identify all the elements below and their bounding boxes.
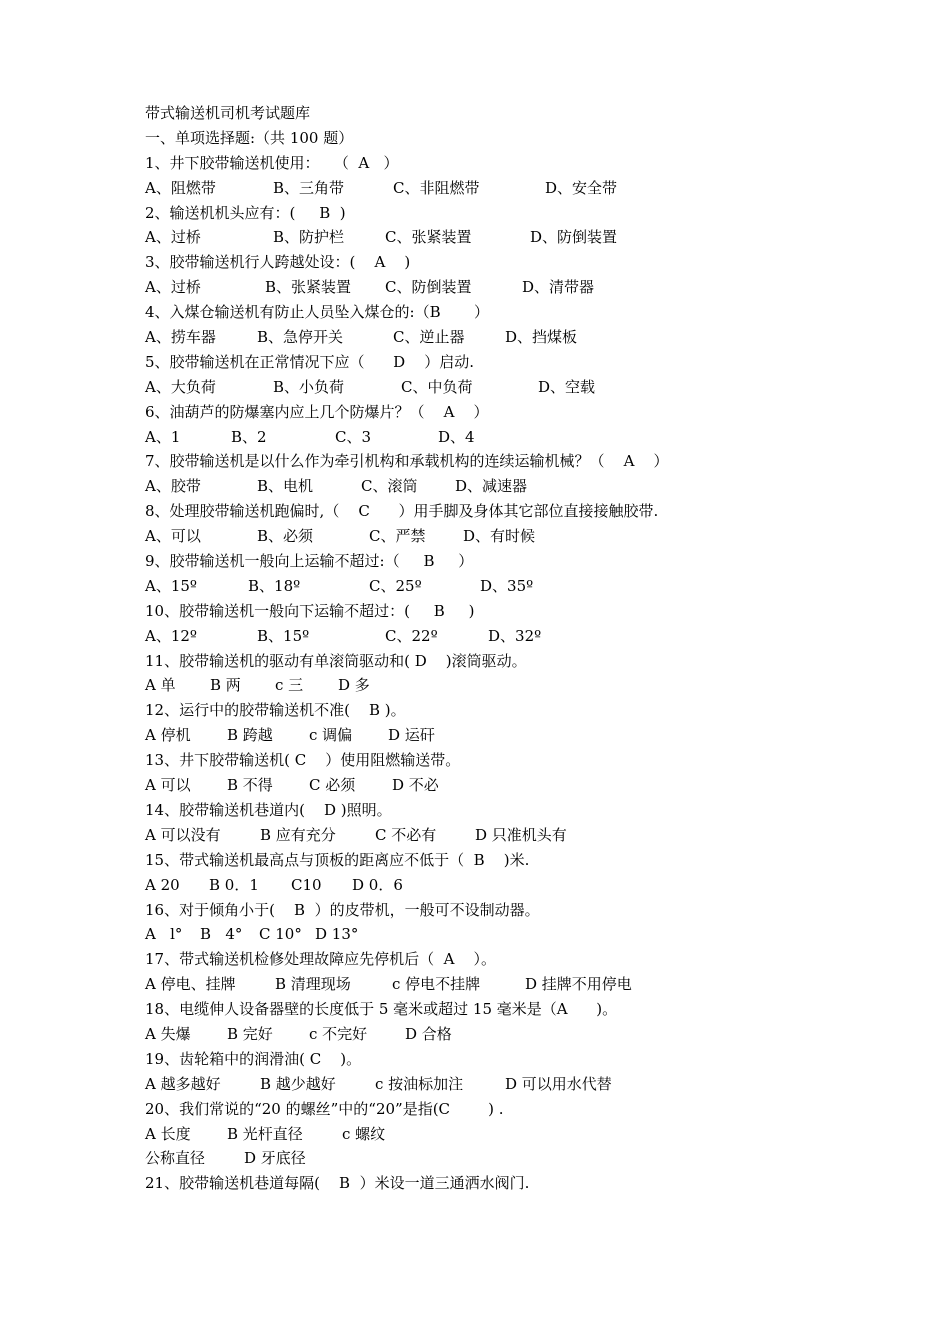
option-item: D、空载 bbox=[538, 377, 596, 396]
option-item: A 越多越好 bbox=[145, 1074, 221, 1093]
option-item: C、张紧装置 bbox=[385, 228, 472, 247]
option-item: C、22º bbox=[385, 626, 438, 645]
option-item: C、滚筒 bbox=[361, 477, 418, 496]
option-item: D、35º bbox=[480, 576, 534, 595]
options-line bbox=[145, 1072, 845, 1097]
question-line: 14、胶带输送机巷道内( D )照明。 bbox=[145, 800, 392, 819]
option-item: D 0．6 bbox=[352, 875, 403, 894]
option-item: B、2 bbox=[231, 427, 267, 446]
option-item: c 调偏 bbox=[309, 726, 353, 745]
option-item: B、防护栏 bbox=[273, 228, 345, 247]
option-item: D 牙底径 bbox=[244, 1149, 306, 1168]
options-line bbox=[145, 524, 845, 549]
option-item: B 0．1 bbox=[209, 875, 259, 894]
option-item: D、安全带 bbox=[545, 178, 618, 197]
question-line: 20、我们常说的“20 的螺丝”中的“20”是指(C ) . bbox=[145, 1099, 504, 1118]
question-line: 19、齿轮箱中的润滑油( C )。 bbox=[145, 1049, 362, 1068]
question-line: 5、胶带输送机在正常情况下应（ D ）启动. bbox=[145, 352, 475, 371]
option-item: D 不必 bbox=[392, 776, 439, 795]
section-heading: 一、单项选择题:（共 100 题） bbox=[145, 128, 354, 147]
option-item: c 三 bbox=[275, 676, 304, 695]
option-item: D 运矸 bbox=[388, 726, 435, 745]
option-item: B、小负荷 bbox=[273, 377, 345, 396]
option-item: A 停机 bbox=[145, 726, 191, 745]
question-line: 3、胶带输送机行人跨越处设：( A ) bbox=[145, 253, 411, 272]
question-line: 13、井下胶带输送机( C ）使用阻燃输送带。 bbox=[145, 751, 461, 770]
option-item: B、必须 bbox=[257, 527, 314, 546]
option-item: C、3 bbox=[335, 427, 372, 446]
options-line bbox=[145, 723, 845, 748]
option-item: D、挡煤板 bbox=[505, 328, 578, 347]
option-item: D 13° bbox=[315, 925, 359, 944]
options-line bbox=[145, 823, 845, 848]
option-item: B 两 bbox=[210, 676, 241, 695]
question-line: 18、电缆伸人设备器壁的长度低于 5 毫米或超过 15 毫米是（A )。 bbox=[145, 1000, 618, 1019]
options-line bbox=[145, 176, 845, 201]
options-line bbox=[145, 275, 845, 300]
question-line: 17、带式输送机检修处理故障应先停机后（ A ）。 bbox=[145, 950, 497, 969]
option-item: A、12º bbox=[145, 626, 197, 645]
option-item: A、胶带 bbox=[145, 477, 201, 496]
question-line: 8、处理胶带输送机跑偏时,（ C ）用手脚及身体其它部位直接接触胶带. bbox=[145, 502, 659, 521]
option-item: D 合格 bbox=[405, 1024, 452, 1043]
option-item: C、防倒装置 bbox=[385, 278, 472, 297]
options-line bbox=[145, 225, 845, 250]
document-title: 带式输送机司机考试题库 bbox=[145, 104, 311, 122]
option-item: B、张紧装置 bbox=[265, 278, 352, 297]
option-item: D 可以用水代替 bbox=[505, 1074, 612, 1093]
options-line bbox=[145, 922, 845, 947]
options-line bbox=[145, 972, 845, 997]
option-item: D、4 bbox=[438, 427, 475, 446]
options-line bbox=[145, 425, 845, 450]
option-item: D 挂牌不用停电 bbox=[525, 975, 632, 994]
options-line bbox=[145, 1146, 845, 1171]
option-item: A、阻燃带 bbox=[145, 178, 216, 197]
option-item: A 20 bbox=[145, 875, 180, 894]
option-item: B 4° bbox=[200, 925, 243, 944]
options-line bbox=[145, 325, 845, 350]
question-line: 21、胶带输送机巷道每隔( B ）米设一道三通洒水阀门. bbox=[145, 1174, 530, 1193]
question-line: 15、带式输送机最高点与顶板的距离应不低于（ B )米. bbox=[145, 850, 530, 869]
option-item: c 不完好 bbox=[309, 1024, 368, 1043]
option-item: B 光杆直径 bbox=[227, 1124, 303, 1143]
option-item: D 多 bbox=[338, 676, 370, 695]
options-line bbox=[145, 474, 845, 499]
option-item: C、逆止器 bbox=[393, 328, 465, 347]
question-line: 11、胶带输送机的驱动有单滚筒驱动和( D )滚筒驱动。 bbox=[145, 651, 527, 670]
option-item: B 清理现场 bbox=[275, 975, 351, 994]
option-item: A 可以 bbox=[145, 776, 191, 795]
option-item: C、25º bbox=[369, 576, 422, 595]
options-line bbox=[145, 873, 845, 898]
option-item: A、过桥 bbox=[145, 228, 201, 247]
option-item: D、防倒装置 bbox=[530, 228, 618, 247]
option-item: A 长度 bbox=[145, 1124, 191, 1143]
option-item: B、急停开关 bbox=[257, 328, 344, 347]
option-item: C、严禁 bbox=[369, 527, 426, 546]
option-item: A、过桥 bbox=[145, 278, 201, 297]
question-line: 6、油葫芦的防爆塞内应上几个防爆片？（ A ） bbox=[145, 402, 489, 421]
option-item: B 跨越 bbox=[227, 726, 273, 745]
option-item: B 完好 bbox=[227, 1024, 273, 1043]
question-line: 16、对于倾角小于( B ）的皮带机，一般可不设制动器。 bbox=[145, 900, 540, 919]
option-item: D、有时候 bbox=[463, 527, 536, 546]
option-item: B、三角带 bbox=[273, 178, 345, 197]
option-item: A、大负荷 bbox=[145, 377, 216, 396]
options-line bbox=[145, 375, 845, 400]
option-item: B 应有充分 bbox=[260, 825, 336, 844]
option-item: A、捞车器 bbox=[145, 328, 216, 347]
question-line: 1、井下胶带输送机使用： （ A ） bbox=[145, 153, 399, 172]
option-item: c 螺纹 bbox=[342, 1124, 386, 1143]
option-item: A、可以 bbox=[145, 527, 201, 546]
option-item: c 停电不挂牌 bbox=[392, 975, 481, 994]
question-list bbox=[145, 151, 845, 1196]
question-line: 12、运行中的胶带输送机不准( B )。 bbox=[145, 701, 406, 720]
option-item: C10 bbox=[291, 875, 322, 894]
question-line: 4、入煤仓输送机有防止人员坠入煤仓的:（B ） bbox=[145, 303, 489, 322]
option-item: A、1 bbox=[145, 427, 181, 446]
document-page bbox=[145, 101, 845, 1196]
option-item: A l° bbox=[145, 925, 183, 944]
option-item: D、32º bbox=[488, 626, 542, 645]
option-item: A 单 bbox=[145, 676, 176, 695]
question-line: 2、输送机机头应有：( B ) bbox=[145, 203, 346, 222]
option-item: C 必须 bbox=[309, 776, 356, 795]
option-item: 公称直径 bbox=[145, 1149, 206, 1168]
options-line bbox=[145, 673, 845, 698]
options-line bbox=[145, 574, 845, 599]
option-item: D 只准机头有 bbox=[475, 825, 567, 844]
option-item: A、15º bbox=[145, 576, 197, 595]
option-item: B、18º bbox=[248, 576, 301, 595]
option-item: D、减速器 bbox=[455, 477, 528, 496]
option-item: B、15º bbox=[257, 626, 310, 645]
options-line bbox=[145, 624, 845, 649]
option-item: A 停电、挂牌 bbox=[145, 975, 236, 994]
option-item: B、电机 bbox=[257, 477, 314, 496]
option-item: D、清带器 bbox=[522, 278, 595, 297]
options-line bbox=[145, 1122, 845, 1147]
option-item: C 10° bbox=[259, 925, 302, 944]
options-line bbox=[145, 773, 845, 798]
option-item: A 失爆 bbox=[145, 1024, 191, 1043]
option-item: c 按油标加注 bbox=[375, 1074, 464, 1093]
option-item: A 可以没有 bbox=[145, 825, 221, 844]
question-line: 9、胶带输送机一般向上运输不超过:（ B ） bbox=[145, 552, 474, 571]
option-item: C 不必有 bbox=[375, 825, 437, 844]
question-line: 7、胶带输送机是以什么作为牵引机构和承载机构的连续运输机械？（ A ） bbox=[145, 452, 669, 471]
option-item: B 越少越好 bbox=[260, 1074, 336, 1093]
option-item: B 不得 bbox=[227, 776, 273, 795]
option-item: C、中负荷 bbox=[401, 377, 473, 396]
question-line: 10、胶带输送机一般向下运输不超过：( B ) bbox=[145, 601, 475, 620]
options-line bbox=[145, 1022, 845, 1047]
option-item: C、非阻燃带 bbox=[393, 178, 480, 197]
